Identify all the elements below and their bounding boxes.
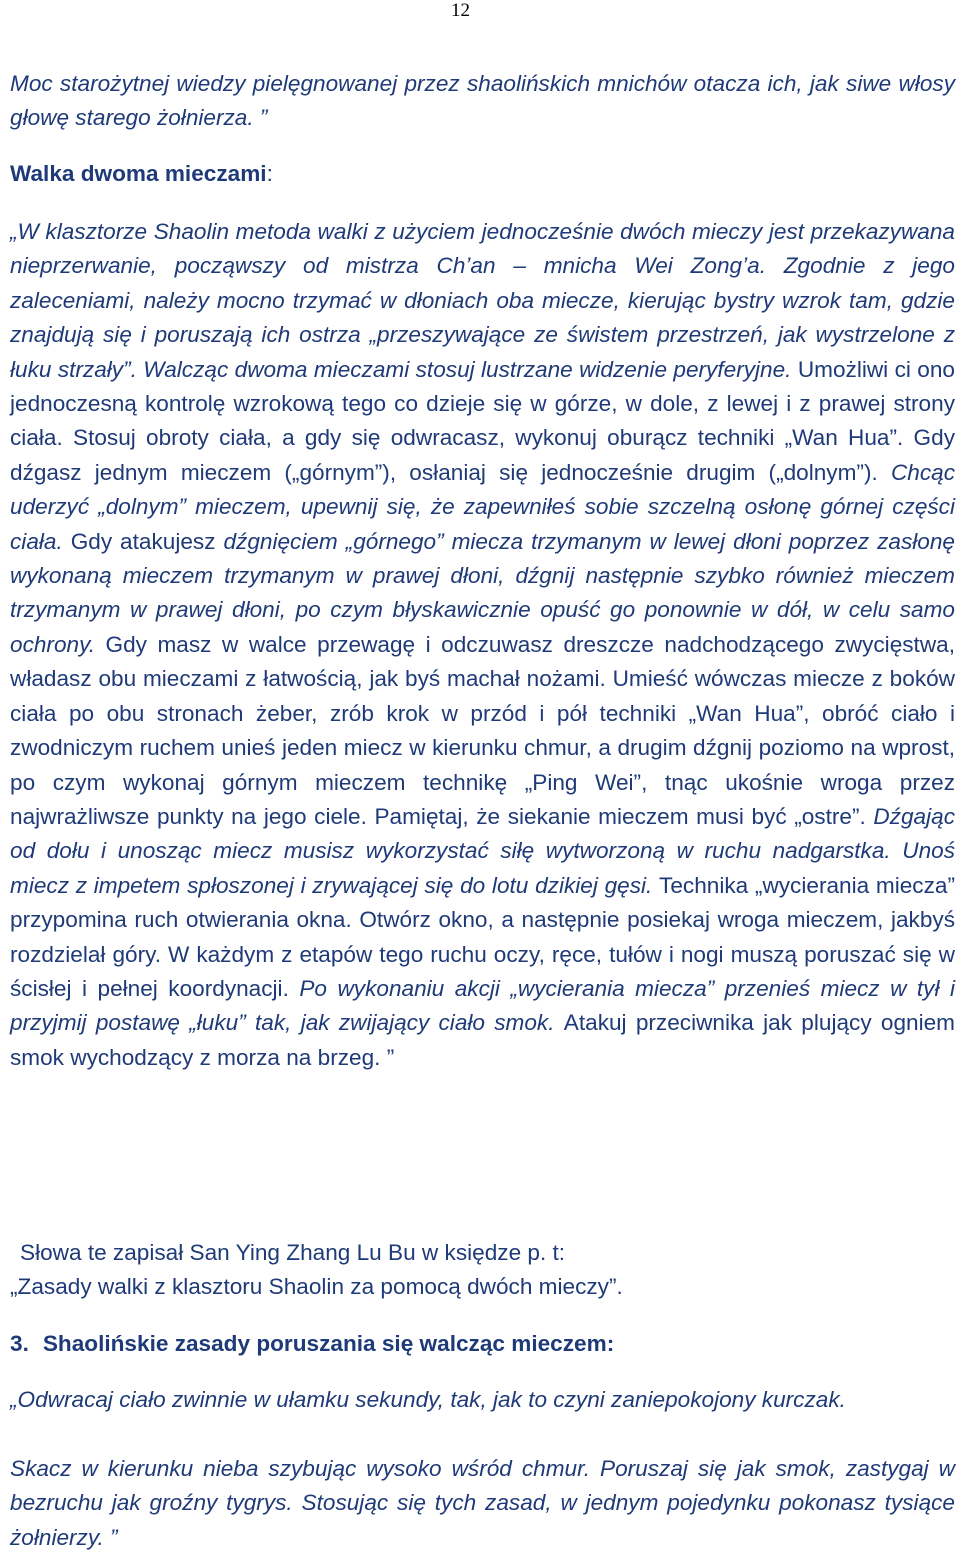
attribution (20, 1236, 955, 1270)
main-segment: Chcąc uderzyć „dolnym” mieczem, upewnij się, że zapewniłeś sobie szczelną osłonę górnej części ciała. (10, 459, 955, 554)
heading-text: Shaolińskie zasady poruszania się walcząc mieczem: (42, 1331, 615, 1356)
heading-number: 3. (10, 1331, 29, 1356)
attribution-line: „Zasady walki z klasztoru Shaolin za pomocą dwóch mieczy”. (10, 1274, 623, 1299)
attribution-line: Słowa te zapisał San Ying Zhang Lu Bu w księdze p. t: (20, 1240, 566, 1265)
main-segment: Gdy masz w walce przewagę i odczuwasz dreszcze nadchodzącego zwycięstwa, władasz obu mieczami z łatwością, jak byś machał nożami. Umieść wówczas miecze z boków ciała po obu stronach żeber, zrób krok w przód i pół techniki „Wan Hua”, obróć ciało i zwodniczym ruchem unieś jeden miecz w kierunku chmur, a drugim dźgnij poziomo na wprost, po czym wykonaj górnym mieczem technikę „Ping Wei”, tnąc ukośnie wroga przez najwrażliwsze punkty na jego ciele. Pamiętaj, że siekanie mieczem musi być „ostre”. (10, 631, 955, 829)
main-segment: Atakuj przeciwnika jak plujący ogniem smok wychodzący z morza na brzeg. ” (10, 1010, 955, 1070)
main-segment: „W klasztorze Shaolin metoda walki z użyciem jednocześnie dwóch mieczy jest przekazywana nieprzerwanie, począwszy od mistrza Ch’an – mnicha Wei Zong’a. Zgodnie z jego zaleceniami, należy mocno trzymać w dłoniach oba miecze, kierując bystry wzrok tam, gdzie znajdują się i poruszają ich ostrza „przeszywające ze świstem przestrzeń, jak wystrzelone z łuku strzały”. Walcząc dwoma mieczami stosuj lustrzane widzenie peryferyjne. (10, 219, 955, 382)
main-segment: Technika „wycierania miecza” przypomina ruch otwierania okna. Otwórz okno, a następnie posiekaj wroga mieczem, jakbyś rozdzielał góry. W każdym z etapów tego ruchu oczy, ręce, tułów i nogi muszą poruszać się w ścisłej i pełnej koordynacji. (10, 872, 955, 1001)
closing-quote-line: „Odwracaj ciało zwinnie w ułamku sekundy, tak, jak to czyni zaniepokojony kurczak. (10, 1387, 846, 1412)
attribution-title (10, 1270, 955, 1304)
numbered-heading (10, 1327, 614, 1361)
intro-quote: Moc starożytnej wiedzy pielęgnowanej przez shaolińskich mnichów otacza ich, jak siwe włosy głowę starego żołnierza. ” (10, 71, 955, 131)
main-segment: dźgnięciem „górnego” miecza trzymanym w lewej dłoni poprzez zasłonę wykonaną mieczem trzymanym w prawej dłoni, dźgnij następnie szybko również mieczem trzymanym w prawej dłoni, po czym błyskawicznie opuść go ponownie w dół, w celu samo ochrony. (10, 528, 955, 657)
main-paragraph (10, 215, 955, 1075)
main-segment: Po wykonaniu akcji „wycierania miecza” przenieś miecz w tył i przyjmij postawę „łuku” tak, jak zwijający ciało smok. (10, 975, 955, 1036)
page-number: 12 (451, 0, 470, 21)
section-heading-text: Walka dwoma mieczami (10, 161, 267, 186)
section-heading (10, 157, 273, 191)
section-heading-suffix: : (266, 161, 273, 186)
main-segment: Gdy atakujesz (70, 528, 224, 554)
closing-quote-line: Skacz w kierunku nieba szybując wysoko wśród chmur. Poruszaj się jak smok, zastygaj w bezruchu jak groźny tygrys. Stosując się tych zasad, w jednym pojedynku pokonasz tysiące żołnierzy. ” (10, 1456, 955, 1550)
main-segment: Umożliwi ci ono jednoczesną kontrolę wzrokową tego co dzieje się w górze, w dole, z lewej i z prawej strony ciała. Stosuj obroty ciała, a gdy się odwracasz, wykonuj oburącz techniki „Wan Hua”. Gdy dźgasz jednym mieczem („górnym”), osłaniaj się jednocześnie drugim („dolnym”). (10, 356, 955, 485)
main-segment: Dźgając od dołu i unosząc miecz musisz wykorzystać siłę wytworzoną w ruchu nadgarstka. Unoś miecz z impetem spłoszonej i zrywającej się do lotu dzikiej gęsi. (10, 803, 955, 898)
